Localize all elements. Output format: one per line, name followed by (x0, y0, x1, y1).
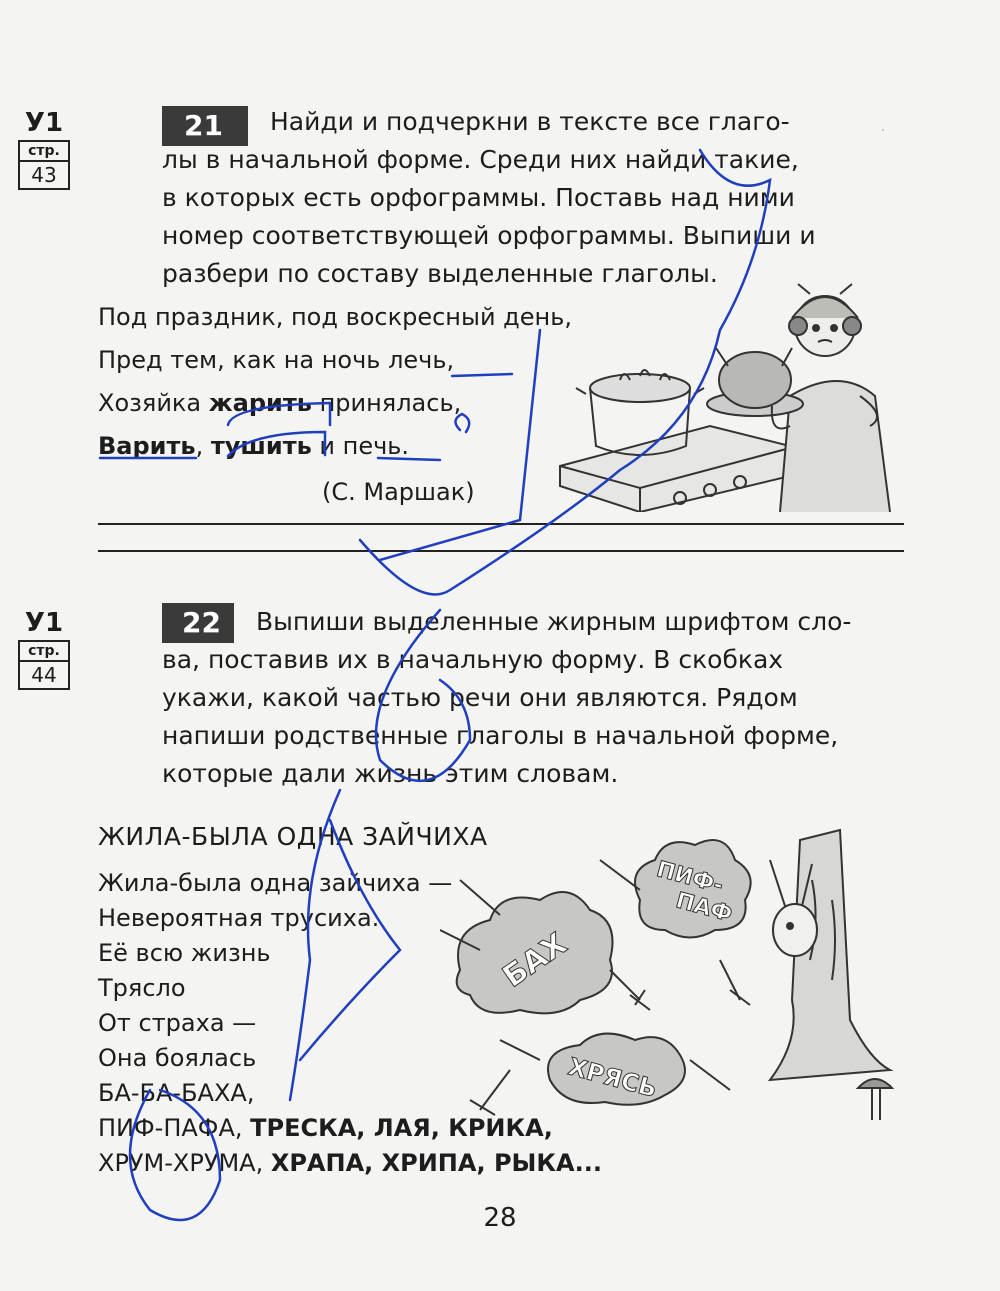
sound-word: БАХ (496, 926, 574, 995)
bold-words: ТРЕСКА, ЛАЯ, КРИКА, (250, 1114, 553, 1142)
scribble (380, 330, 540, 560)
scribble (290, 790, 340, 1100)
bold-words: ХРАПА, ХРИПА, РЫКА... (270, 1149, 602, 1177)
bold-verb: Варить (98, 432, 196, 460)
poem-line: Она боялась (98, 1044, 257, 1072)
task-line: в которых есть орфограммы. Поставь над ними (162, 183, 795, 212)
task-line: которые дали жизнь этим словам. (162, 759, 619, 788)
show-through-text: · (880, 120, 886, 141)
task-number-badge: 22 (162, 603, 234, 643)
poem-author: (С. Маршак) (322, 478, 475, 506)
task-line: напиши родственные глаголы в начальной форме, (162, 721, 839, 750)
poem-title: ЖИЛА-БЫЛА ОДНА ЗАЙЧИХА (98, 822, 488, 851)
task-line: номер соответствующей орфограммы. Выпиши и (162, 221, 816, 250)
poem-text: Хозяйка (98, 389, 209, 417)
poem-line: Трясло (98, 974, 186, 1002)
poem-text: и печь. (311, 432, 410, 460)
marker-page-number: 43 (18, 160, 70, 190)
bold-verb: жарить (208, 389, 312, 417)
marker-unit: У1 (24, 608, 64, 638)
scribble (360, 150, 770, 594)
poem-line: Жила-была одна зайчиха — (98, 869, 453, 897)
task-line: Найди и подчеркни в тексте все глаго- (270, 107, 790, 136)
poem-line: Пред тем, как на ночь лечь, (98, 346, 455, 374)
task-line: укажи, какой частью речи они являются. Рядом (162, 683, 798, 712)
underline-mark (228, 432, 325, 456)
poem-text: принялась, (311, 389, 462, 417)
poem-text: , (195, 432, 211, 460)
scribble (300, 820, 400, 1060)
poem-text: ПИФ-ПАФА, (98, 1114, 251, 1142)
bold-verb: тушить (210, 432, 312, 460)
marker-page-number: 44 (18, 660, 70, 690)
task-line: ва, поставив их в начальную форму. В скобках (162, 645, 784, 674)
marker-page-label: стр. (18, 140, 70, 160)
poem-text: ХРУМ-ХРУМА, (98, 1149, 271, 1177)
small-circle (455, 414, 469, 432)
underline-mark (228, 403, 330, 425)
page-number: 28 (483, 1203, 517, 1233)
marker-unit: У1 (24, 108, 64, 138)
underline-mark (452, 374, 512, 376)
sound-word: ХРЯСЬ (565, 1052, 660, 1104)
task-number-badge: 21 (162, 106, 248, 146)
circle-mark (130, 1090, 220, 1220)
poem-line: БА-БА-БАХА, (98, 1079, 255, 1107)
task-line: Выпиши выделенные жирным шрифтом сло- (256, 607, 852, 636)
task-line: разбери по составу выделенные глаголы. (162, 259, 718, 288)
poem-line: От страха — (98, 1009, 257, 1037)
poem-line: Под праздник, под воскресный день, (98, 303, 572, 331)
circle-mark (376, 610, 470, 781)
underline-mark (378, 458, 440, 460)
task-line: лы в начальной форме. Среди них найди такие, (162, 145, 799, 174)
sound-word: ПИФ- (653, 857, 726, 899)
poem-line: Невероятная трусиха. (98, 904, 380, 932)
marker-page-label: стр. (18, 640, 70, 660)
sound-word: ПАФ (673, 888, 735, 928)
poem-line: Её всю жизнь (98, 939, 271, 967)
